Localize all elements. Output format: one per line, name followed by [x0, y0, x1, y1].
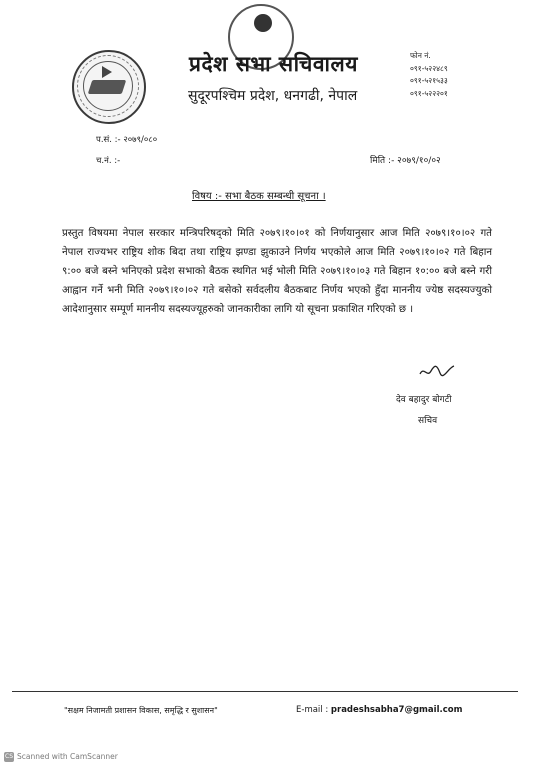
signatory-title: सचिव	[418, 416, 438, 426]
document-date: मिति :- २०७९/१०/०२	[370, 156, 441, 166]
notice-body: प्रस्तुत विषयमा नेपाल सरकार मन्त्रिपरिषद्को मिति २०७९।१०।०१ को निर्णयानुसार आज मिति २०७९।१०।०२ गते नेपाल राज्यभर राष्ट्रिय शोक बिदा तथा राष्ट्रिय झण्डा झुकाउने निर्णय भएकोले आज मिति २०७९।१०।०२ गते बिहान ९:०० बजे बस्ने भनिएको प्रदेश सभाको बैठक स्थगित भई भोली मिति २०७९।१०।०३ गते बिहान १०:०० बजे बस्ने गरी आह्वान गर्ने भनी मिति २०७९।१०।०२ गते बसेको सर्वदलीय बैठकबाट निर्णय भएको हुँदा माननीय ज्येष्ठ सदस्यज्युको आदेशानुसार सम्पूर्ण माननीय सदस्यज्यूहरुको जानकारीका लागि यो सूचना प्रकाशित गरिएको छ ।	[62, 228, 492, 315]
dispatch-number: च.नं. :-	[96, 156, 121, 166]
phone-block	[410, 50, 448, 100]
office-subtitle: सुदूरपश्चिम प्रदेश, धनगढी, नेपाल	[188, 88, 358, 104]
phone-number: ०९१-५२२२०१	[410, 88, 448, 98]
email-address[interactable]: pradeshsabha7@gmail.com	[330, 705, 463, 715]
scanner-text: Scanned with CamScanner	[17, 752, 118, 761]
subject-line: विषय :- सभा बैठक सम्बन्धी सूचना ।	[192, 191, 326, 202]
phone-number: ०९१-५२१५३३	[410, 76, 448, 85]
phone-label: फोन नं.	[410, 51, 431, 60]
office-title: प्रदेश सभा सचिवालय	[189, 52, 358, 76]
footer-email	[296, 705, 462, 715]
footer-divider	[12, 691, 518, 692]
signature-icon	[418, 362, 456, 380]
nepal-emblem-icon	[72, 50, 146, 124]
reference-number: प.सं. :- २०७९/०८०	[96, 135, 158, 145]
phone-number: ०९१-५२२४८९	[410, 63, 448, 73]
scanner-watermark	[4, 752, 118, 762]
footer-motto: "सक्षम निजामती प्रशासन विकास, समृद्धि र सुशासन"	[64, 706, 218, 715]
camscanner-icon: CS	[5, 753, 13, 760]
signatory-name: देव बहादुर बोगटी	[396, 395, 452, 405]
email-label: E-mail :	[296, 705, 329, 715]
